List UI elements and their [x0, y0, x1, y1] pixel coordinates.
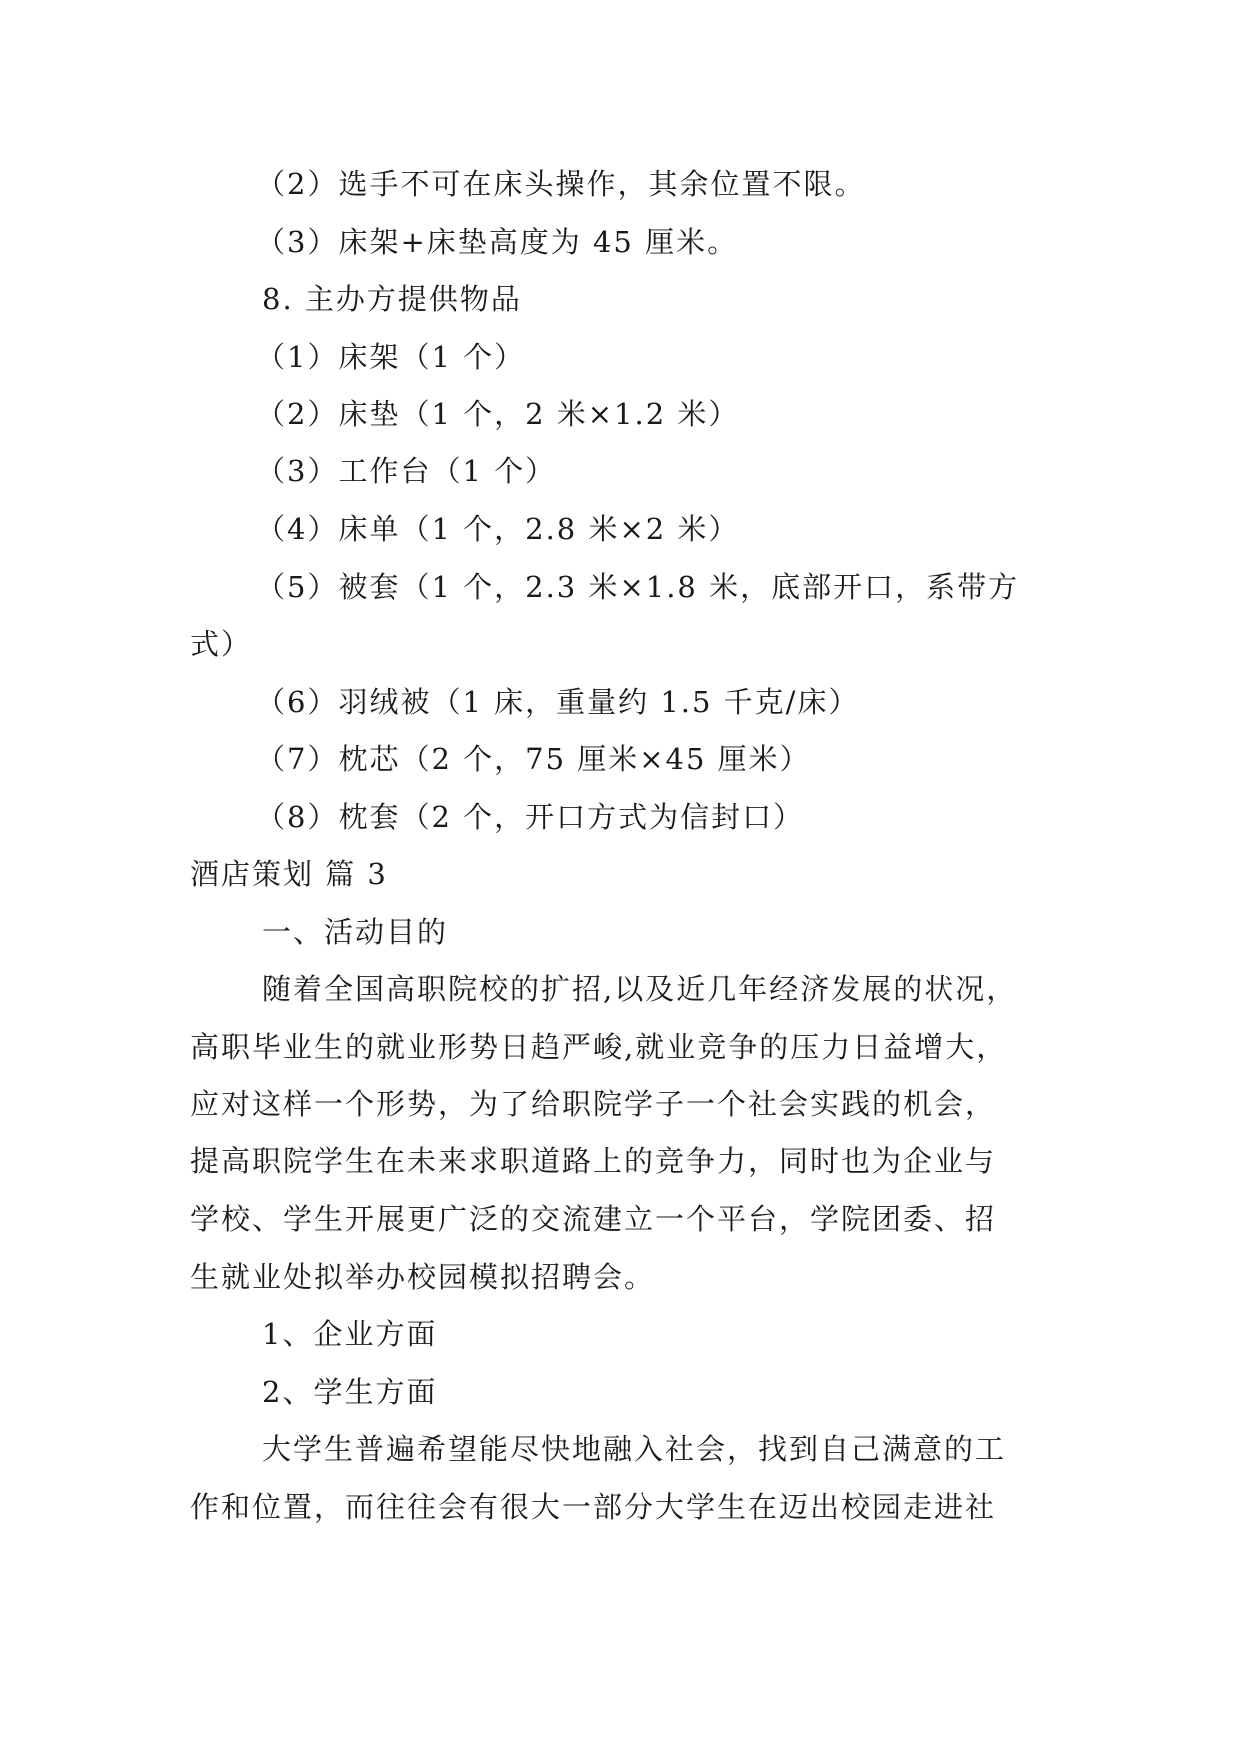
supply-item-1: （1）床架（1 个）: [256, 340, 526, 374]
paragraph-line: 大学生普遍希望能尽快地融入社会，找到自己满意的工: [262, 1432, 1007, 1466]
paragraph-line: 作和位置，而往往会有很大一部分大学生在迈出校园走进社: [190, 1490, 997, 1524]
paragraph-line: 提高职院学生在未来求职道路上的竞争力，同时也为企业与: [190, 1144, 997, 1178]
article-title: 酒店策划 篇 3: [190, 857, 388, 891]
sub-heading-students: 2、学生方面: [262, 1375, 438, 1409]
section-heading-supplies: 8. 主办方提供物品: [262, 282, 522, 316]
supply-item-7: （7）枕芯（2 个，75 厘米×45 厘米）: [256, 742, 811, 776]
supply-item-2: （2）床垫（1 个，2 米×1.2 米）: [256, 397, 740, 431]
section-heading-purpose: 一、活动目的: [262, 915, 449, 949]
paragraph-line: 生就业处拟举办校园模拟招聘会。: [190, 1260, 656, 1294]
paragraph-line: 随着全国高职院校的扩招,以及近几年经济发展的状况，: [262, 972, 1018, 1006]
supply-item-8: （8）枕套（2 个，开口方式为信封口）: [256, 800, 805, 834]
rule-item-2: （2）选手不可在床头操作，其余位置不限。: [256, 167, 866, 201]
paragraph-line: 学校、学生开展更广泛的交流建立一个平台，学院团委、招: [190, 1202, 997, 1236]
supply-item-5: （5）被套（1 个，2.3 米×1.8 米，底部开口，系带方: [256, 570, 1020, 604]
supply-item-4: （4）床单（1 个，2.8 米×2 米）: [256, 512, 740, 546]
paragraph-line: 高职毕业生的就业形势日趋严峻,就业竞争的压力日益增大，: [190, 1030, 1008, 1064]
sub-heading-enterprise: 1、企业方面: [262, 1317, 438, 1351]
supply-item-3: （3）工作台（1 个）: [256, 454, 557, 488]
supply-item-6: （6）羽绒被（1 床，重量约 1.5 千克/床）: [256, 685, 860, 719]
rule-item-3: （3）床架+床垫高度为 45 厘米。: [256, 225, 739, 259]
paragraph-line: 应对这样一个形势，为了给职院学子一个社会实践的机会，: [190, 1087, 997, 1121]
supply-item-5-continued: 式）: [190, 627, 253, 661]
